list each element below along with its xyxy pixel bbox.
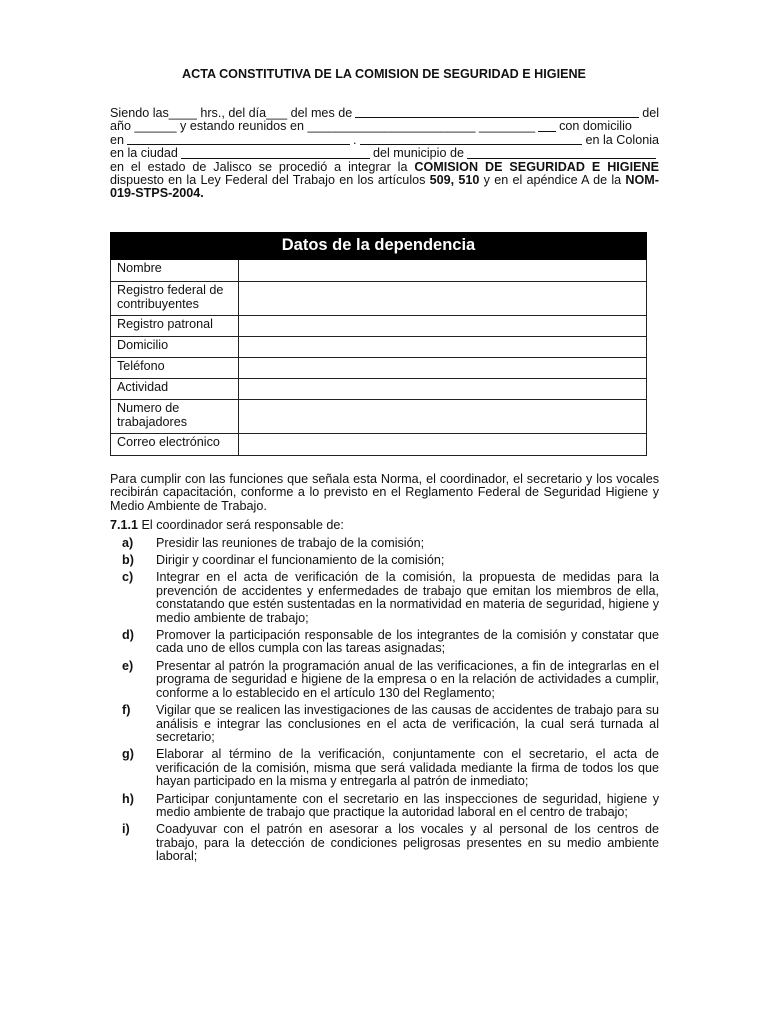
- city-blank[interactable]: [181, 157, 370, 159]
- intro-line-2-start: año ______ y estando reunidos en ________________________ ________: [110, 119, 536, 134]
- intro-paragraph: [110, 107, 659, 201]
- norm-reference: NOM-019-STPS-2004.: [110, 172, 659, 201]
- row-label: Domicilio: [111, 337, 239, 358]
- list-item: [110, 793, 659, 820]
- item-letter: b): [122, 553, 134, 568]
- list-item: [110, 704, 659, 744]
- table-row: [111, 358, 647, 379]
- item-letter: g): [122, 747, 134, 762]
- item-text: Coadyuvar con el patrón en asesorar a los vocales y al personal de los centros de trabajo, para la detección de condiciones peligrosas presentes en su medio ambiente laboral;: [156, 822, 659, 864]
- article-numbers: 509, 510: [429, 172, 480, 187]
- table-header: Datos de la dependencia: [111, 233, 647, 260]
- dependency-data-table: [110, 232, 647, 456]
- list-item: [110, 571, 659, 625]
- item-letter: d): [122, 628, 134, 643]
- capacitation-paragraph: Para cumplir con las funciones que señala esta Norma, el coordinador, el secretario y los vocales recibirán capacitación, conforme a lo previsto en el Reglamento Federal de Seguridad Higiene y Medio Ambiente de Trabajo.: [110, 472, 659, 513]
- intro-line-2-end: con domicilio: [559, 119, 632, 134]
- commission-name: COMISION DE SEGURIDAD E HIGIENE: [414, 159, 659, 174]
- document-title: ACTA CONSTITUTIVA DE LA COMISION DE SEGURIDAD E HIGIENE: [182, 67, 586, 81]
- item-letter: c): [122, 570, 134, 585]
- intro-line-2: [110, 120, 659, 133]
- intro-line-1-end: del: [642, 105, 659, 120]
- item-letter: e): [122, 658, 134, 673]
- intro-line-3-start: en: [110, 132, 125, 147]
- item-letter: a): [122, 535, 134, 550]
- table-row: [111, 337, 647, 358]
- list-item: [110, 748, 659, 788]
- row-value[interactable]: [239, 434, 647, 456]
- list-item: [110, 537, 659, 550]
- row-label: Correo electrónico: [111, 434, 239, 456]
- intro-text-3: y en el apéndice A de la: [479, 172, 626, 187]
- intro-rest: [110, 161, 659, 201]
- section-title: El coordinador será responsable de:: [138, 518, 344, 533]
- row-value[interactable]: [239, 400, 647, 434]
- row-value[interactable]: [239, 358, 647, 379]
- row-label: Numero de trabajadores: [111, 400, 239, 434]
- item-text: Presidir las reuniones de trabajo de la comisión;: [156, 535, 425, 550]
- intro-line-1: [110, 107, 659, 120]
- item-text: Vigilar que se realicen las investigaciones de las causas de accidentes de trabajo para su análisis e integrar las conclusiones en el acta de verificación, la cual será turnada al secretario;: [156, 703, 659, 744]
- item-letter: h): [122, 791, 134, 806]
- item-letter: i): [122, 822, 130, 837]
- item-text: Elaborar al término de la verificación, conjuntamente con el secretario, el acta de verificación de la comisión, misma que será validada mediante la firma de todos los que hayan participado en la misma y entregarla al patrón de inmediato;: [156, 747, 659, 789]
- intro-line-4-start: en la ciudad: [110, 146, 178, 161]
- municipality-blank[interactable]: [467, 157, 656, 159]
- item-text: Dirigir y coordinar el funcionamiento de la comisión;: [156, 553, 445, 568]
- intro-line-3-mid: .: [353, 132, 357, 147]
- item-text: Promover la participación responsable de los integrantes de la comisión y constatar que cada uno de ellos cumpla con las tareas asignadas;: [156, 628, 659, 656]
- item-text: Participar conjuntamente con el secretario en las inspecciones de seguridad, higiene y medio ambiente de trabajo que practique la autoridad laboral en el centro de trabajo;: [156, 791, 659, 819]
- list-item: [110, 629, 659, 656]
- place-blank[interactable]: [538, 130, 556, 132]
- item-text: Integrar en el acta de verificación de la comisión, la propuesta de medidas para la prevención de accidentes y enfermedades de trabajo que emitan los miembros de ella, constatando que estén sustentadas en la normatividad en materia de seguridad, higiene y medio ambiente de trabajo;: [156, 570, 659, 625]
- month-blank[interactable]: [355, 116, 639, 118]
- responsibilities-list: [110, 537, 659, 864]
- body-section: [110, 473, 659, 868]
- intro-line-4-mid: del municipio de: [372, 146, 464, 161]
- intro-text-2: dispuesto en la Ley Federal del Trabajo en los artículos: [110, 172, 430, 187]
- row-label: Nombre: [111, 260, 239, 282]
- row-value[interactable]: [239, 282, 647, 316]
- section-heading: [110, 519, 659, 532]
- row-label: Registro federal de contribuyentes: [111, 282, 239, 316]
- row-label: Teléfono: [111, 358, 239, 379]
- table-row: [111, 400, 647, 434]
- row-label: Actividad: [111, 379, 239, 400]
- row-value[interactable]: [239, 260, 647, 282]
- list-item: [110, 554, 659, 567]
- address-blank-2[interactable]: [360, 143, 583, 145]
- intro-line-3: [110, 134, 659, 147]
- table-row: [111, 434, 647, 456]
- section-number: 7.1.1: [110, 518, 139, 533]
- item-letter: f): [122, 703, 131, 718]
- row-label: Registro patronal: [111, 316, 239, 337]
- intro-text-1: en el estado de Jalisco se procedió a integrar la: [110, 159, 415, 174]
- table-row: [111, 282, 647, 316]
- list-item: [110, 660, 659, 700]
- row-value[interactable]: [239, 337, 647, 358]
- address-blank[interactable]: [127, 143, 350, 145]
- table-row: [111, 379, 647, 400]
- row-value[interactable]: [239, 379, 647, 400]
- row-value[interactable]: [239, 316, 647, 337]
- list-item: [110, 823, 659, 863]
- table-row: [111, 260, 647, 282]
- intro-line-3-end: en la Colonia: [585, 132, 659, 147]
- intro-line-4: [110, 147, 659, 160]
- intro-line-1-start: Siendo las____ hrs., del día___ del mes de: [110, 105, 353, 120]
- item-text: Presentar al patrón la programación anual de las verificaciones, a fin de integrarlas en el programa de seguridad e higiene de la empresa o en la relación de actividades a cumplir, conforme a lo establecido en el artículo 130 del Reglamento;: [156, 658, 659, 700]
- table-row: [111, 316, 647, 337]
